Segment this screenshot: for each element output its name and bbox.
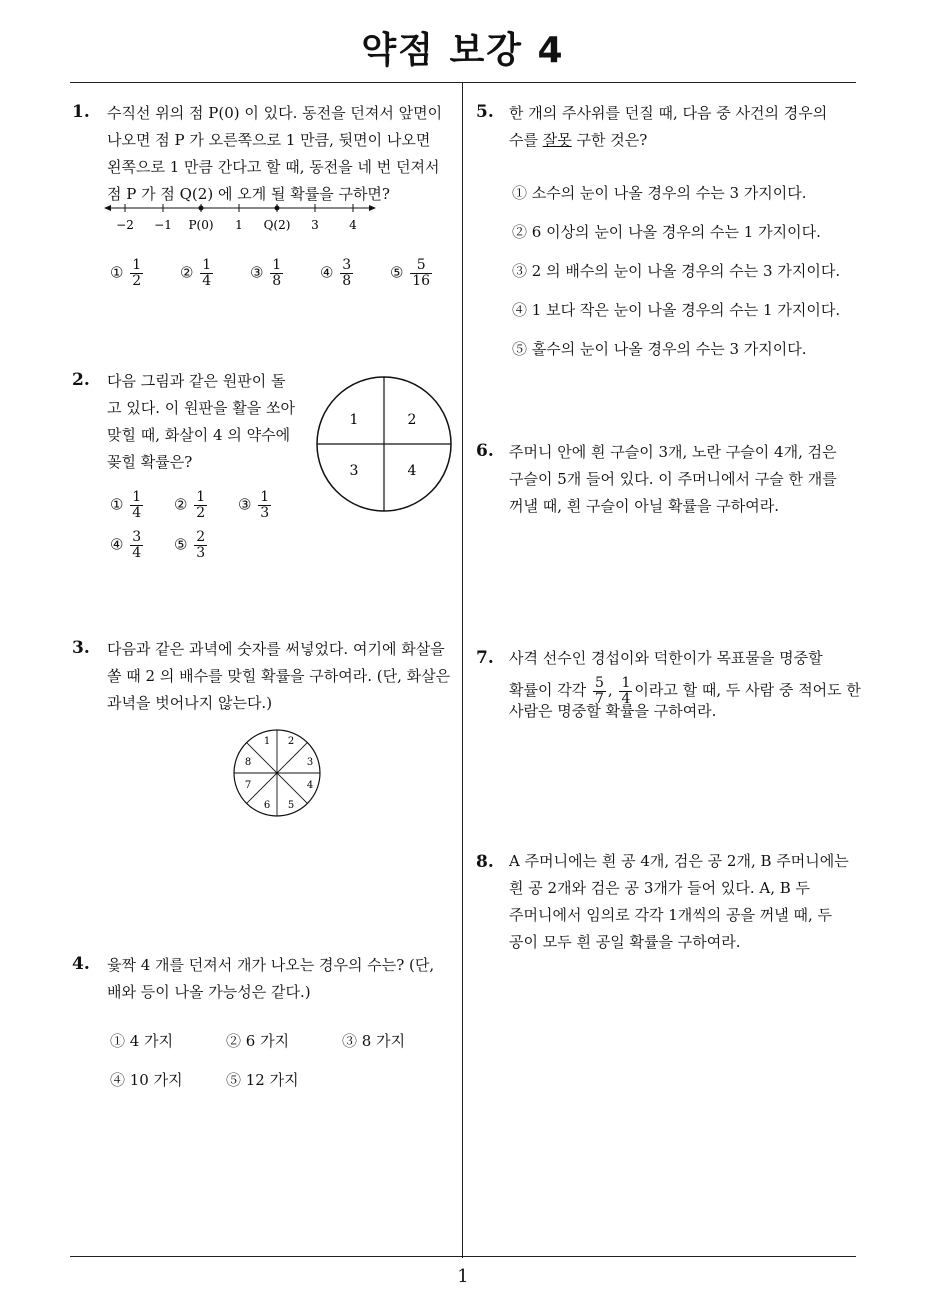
text-line: 왼쪽으로 1 만큼 간다고 할 때, 동전을 네 번 던져서 [107,158,440,176]
text-line: 나오면 점 P 가 오른쪽으로 1 만큼, 뒷면이 나오면 [107,131,431,149]
question-number: 5. [476,102,494,122]
question-number: 7. [476,648,494,668]
fraction: $\frac{3}{8}$ [342,257,352,289]
option-mark: ④ [110,535,124,554]
question-text [107,100,457,208]
disc-label: 1 [349,412,359,428]
option-1[interactable]: ① 소수의 눈이 나올 경우의 수는 3 가지이다. [512,184,807,202]
axis-label: −1 [154,218,172,232]
number-line-figure [100,198,390,234]
text-line: 흰 공 2개와 검은 공 3개가 들어 있다. A, B 두 [509,879,811,897]
option-5[interactable]: ⑤ 홀수의 눈이 나올 경우의 수는 3 가지이다. [512,340,807,358]
question-text [107,636,457,717]
page-number: 1 [457,1266,469,1287]
option-4[interactable] [110,530,145,561]
arrow-left-icon [104,205,111,211]
option-5[interactable] [390,258,434,289]
fraction: $\frac{1}{2}$ [132,257,142,289]
text-line: 과녁을 벗어나지 않는다.) [107,694,273,712]
option-1[interactable] [110,258,145,289]
text-line: 사람은 명중할 확률을 구하여라. [509,702,717,720]
text-line: 수를 잘못 구한 것은? [509,131,648,149]
column-divider [462,82,463,1258]
text-line: 고 있다. 이 원판을 활을 쏘아 [107,399,295,417]
fraction: $\frac{1}{4}$ [621,674,631,707]
axis-label: Q(2) [263,218,291,232]
option-5[interactable]: ⑤ 12 가지 [226,1071,299,1089]
axis-label: 3 [311,218,319,232]
target-label: 8 [244,757,252,768]
text-line: 한 개의 주사위를 던질 때, 다음 중 사건의 경우의 [509,104,828,122]
point-p-dot [199,206,204,211]
option-mark: ⑤ [390,263,404,282]
text-line: 점 P 가 점 Q(2) 에 오게 될 확률을 구하면? [107,185,390,203]
option-mark: ① [110,495,124,514]
text-line: 수직선 위의 점 P(0) 이 있다. 동전을 던져서 앞면이 [107,104,443,122]
disc-label: 4 [407,463,417,479]
option-4[interactable]: ④ 10 가지 [110,1071,183,1089]
arrow-right-icon [369,205,376,211]
option-1[interactable] [110,490,145,521]
question-text [509,100,859,154]
disc-label: 2 [407,412,417,428]
target-label: 4 [306,780,314,791]
bottom-rule [70,1256,856,1257]
fraction: $\frac{3}{4}$ [132,529,142,561]
question-number: 6. [476,441,494,461]
target-label: 3 [306,757,314,768]
target-label: 1 [263,736,271,747]
axis-label: 1 [235,218,243,232]
option-mark: ③ [250,263,264,282]
text-line: 주머니에서 임의로 각각 1개씩의 공을 꺼낼 때, 두 [509,906,832,924]
question-text [107,368,307,476]
option-mark: ④ [320,263,334,282]
target-figure [232,728,322,818]
option-2[interactable]: ② 6 이상의 눈이 나올 경우의 수는 1 가지이다. [512,223,821,241]
option-1[interactable]: ① 4 가지 [110,1032,174,1050]
fraction: $\frac{1}{2}$ [196,489,206,521]
option-mark: ② [174,495,188,514]
question-text [509,439,859,520]
fraction: $\frac{1}{3}$ [260,489,270,521]
question-number: 4. [72,954,90,974]
text-line: 사격 선수인 경섭이와 덕한이가 목표물을 명중할 [509,649,823,667]
option-3[interactable]: ③ 2 의 배수의 눈이 나올 경우의 수는 3 가지이다. [512,262,841,280]
target-label: 6 [263,800,271,811]
option-3[interactable] [250,258,285,289]
target-label: 7 [244,780,252,791]
option-3[interactable] [238,490,273,521]
option-2[interactable]: ② 6 가지 [226,1032,290,1050]
text-line: 공이 모두 흰 공일 확률을 구하여라. [509,933,741,951]
text-line: 맞힐 때, 화살이 4 의 약수에 [107,426,291,444]
axis-label: 4 [349,218,357,232]
text-line: A 주머니에는 흰 공 4개, 검은 공 2개, B 주머니에는 [509,852,849,870]
question-number: 2. [72,370,90,390]
text-line: 꽂힐 확률은? [107,453,193,471]
option-4[interactable] [320,258,355,289]
disc-label: 3 [349,463,359,479]
question-number: 3. [72,638,90,658]
option-mark: ② [180,263,194,282]
option-mark: ① [110,263,124,282]
disc-figure [314,374,454,514]
underlined-word: 잘못 [542,131,572,149]
fraction: $\frac{1}{4}$ [132,489,142,521]
question-number: 1. [72,102,90,122]
option-3[interactable]: ③ 8 가지 [342,1032,406,1050]
option-2[interactable] [180,258,215,289]
axis-label: −2 [116,218,134,232]
top-rule [70,82,856,83]
option-2[interactable] [174,490,209,521]
text-line: 확률이 각각 $\frac{5}{7}$ , $\frac{1}{4}$ 이라고 할 때, 두 사람 중 적어도 한 [509,674,861,707]
target-label: 5 [287,800,295,811]
text-line: 다음과 같은 과녁에 숫자를 써넣었다. 여기에 화살을 [107,640,445,658]
target-label: 2 [287,736,295,747]
fraction: $\frac{1}{4}$ [202,257,212,289]
fraction: $\frac{2}{3}$ [196,529,206,561]
fraction: $\frac{5}{7}$ [595,674,604,707]
text-line: 윷짝 4 개를 던져서 개가 나오는 경우의 수는? (단, [107,956,435,974]
text-line: 다음 그림과 같은 원판이 돌 [107,372,286,390]
text-line: 꺼낼 때, 흰 구슬이 아닐 확률을 구하여라. [509,497,779,515]
question-number: 8. [476,852,494,872]
question-text [107,952,457,1006]
fraction: $\frac{5}{16}$ [412,257,431,289]
option-mark: ⑤ [174,535,188,554]
question-text [509,645,864,725]
question-text [509,848,864,956]
option-4[interactable]: ④ 1 보다 작은 눈이 나올 경우의 수는 1 가지이다. [512,301,841,319]
option-mark: ③ [238,495,252,514]
text-line: 배와 등이 나올 가능성은 같다.) [107,983,311,1001]
fraction: $\frac{1}{8}$ [272,257,282,289]
point-q-dot [275,206,280,211]
text-line: 주머니 안에 흰 구슬이 3개, 노란 구슬이 4개, 검은 [509,443,837,461]
text-line: 쏠 때 2 의 배수를 맞힐 확률을 구하여라. (단, 화살은 [107,667,451,685]
option-5[interactable] [174,530,209,561]
text-line: 구슬이 5개 들어 있다. 이 주머니에서 구슬 한 개를 [509,470,837,488]
axis-label: P(0) [188,218,214,232]
page-title: 약점 보강 4 [361,30,565,71]
